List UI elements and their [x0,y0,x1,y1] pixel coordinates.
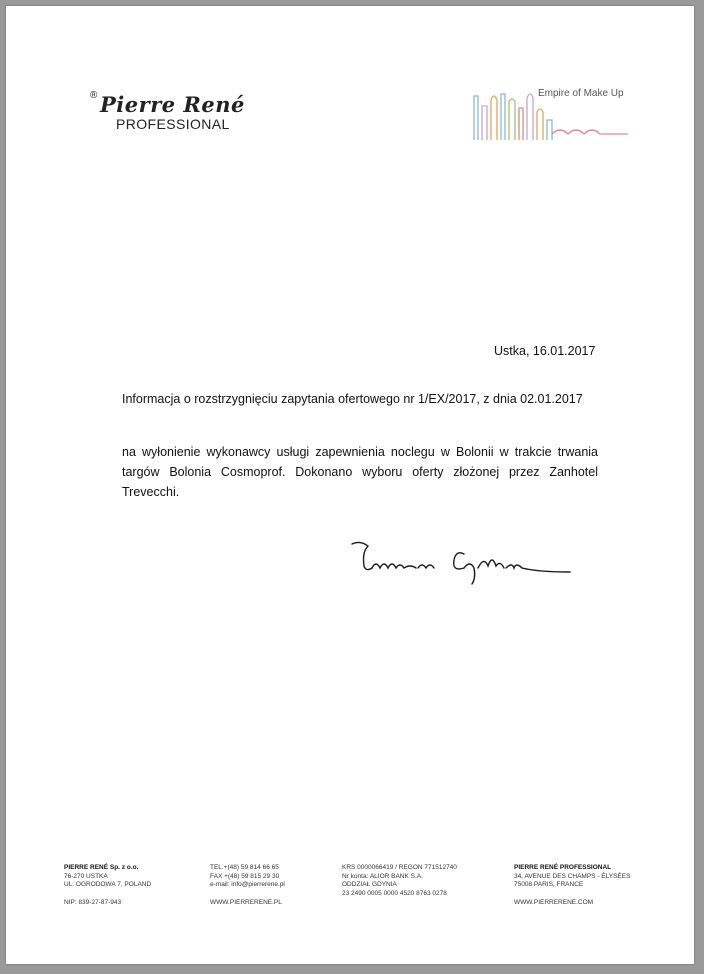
footer-phone: TEL.+(48) 59 814 66 65 [210,864,279,871]
footer-address-line: 76-270 USTKA [64,872,108,880]
letter-page [6,6,694,964]
letter-subject: Informacja o rozstrzygnięciu zapytania ofertowego nr 1/EX/2017, z dnia 02.01.2017 [122,392,583,406]
footer-nip: NIP: 839-27-87-943 [64,898,122,906]
empire-of-makeup-logo [470,82,630,144]
footer-paris-column [514,864,630,907]
footer-bank-branch: ODDZIAŁ GDYNIA [342,881,397,888]
footer-email-link[interactable]: e-mail: info@pierrerene.pl [210,881,285,888]
footer-address-line: UL. OGRODOWA 7, POLAND [64,881,152,888]
brand-subtitle: PROFESSIONAL [116,116,230,132]
letter-body: na wyłonienie wykonawcy usługi zapewnienia noclegu w Bolonii w trakcie trwania targów Bolonia Cosmoprof. Dokonano wyboru oferty złożonej przez Zanhotel Trevecchi. [122,445,598,499]
footer-account-number: 23 2490 0005 0000 4520 8763 0278 [342,889,447,897]
footer-paris-address: 34, AVENUE DES CHAMPS - ÉLYSÉES [514,872,631,880]
footer-website-link[interactable]: WWW.PIERRERENE.PL [210,898,282,906]
footer-paris-name: PIERRE RENÉ PROFESSIONAL [514,864,612,871]
footer-fax: FAX +(48) 59 815 29 30 [210,872,280,880]
footer-registry-column [342,864,457,898]
footer-paris-city: 75008 PARIS, FRANCE [514,881,584,888]
footer-krs-regon: KRS 0000066419 / REGON 771512740 [342,864,457,871]
logo-tagline: Empire of Make Up [538,88,624,99]
place-date: Ustka, 16.01.2017 [494,344,596,358]
footer-contact-column [210,864,285,907]
registered-mark: ® [90,90,98,101]
brand-name: Pierre René [100,92,245,117]
footer-company-column [64,864,151,907]
letter-footer [64,864,664,924]
handwritten-signature [346,532,576,592]
footer-bank: Nr konta: ALIOR BANK S.A. [342,872,423,880]
footer-company-name: PIERRE RENÉ Sp. z o.o. [64,864,139,871]
footer-paris-website-link[interactable]: WWW.PIERRERENE.COM [514,898,594,906]
